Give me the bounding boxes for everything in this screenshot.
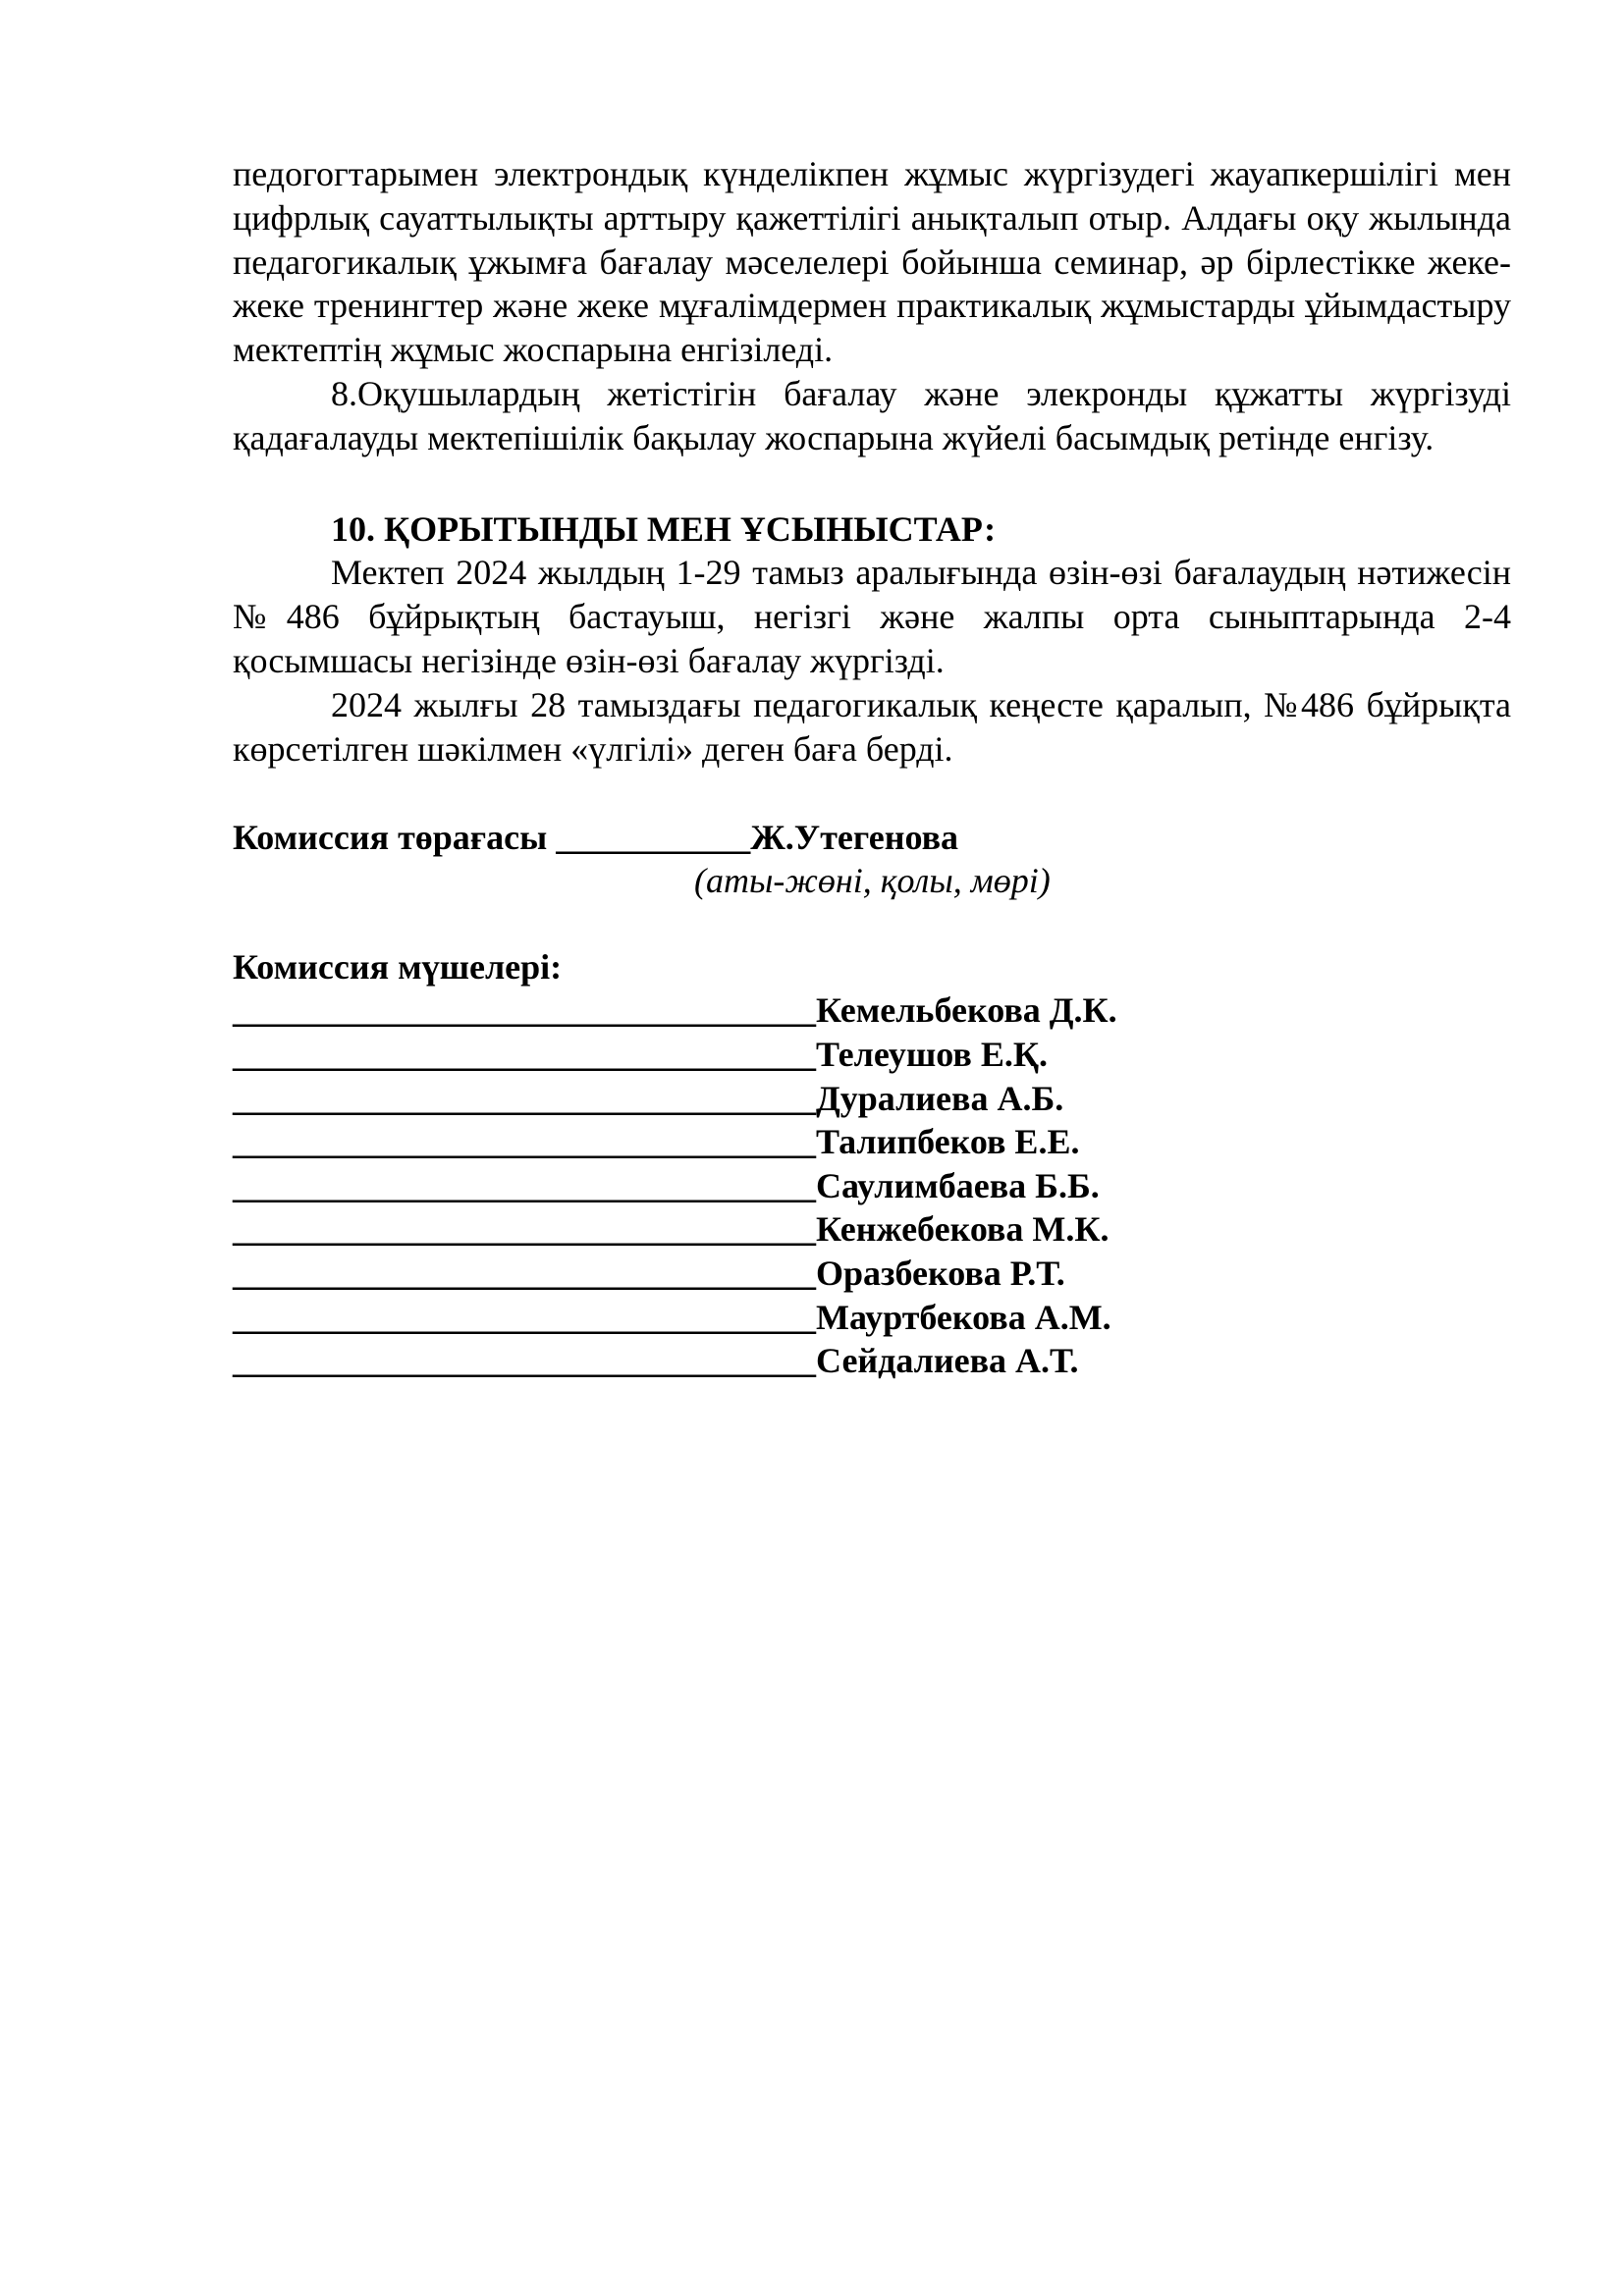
chair-name: Ж.Утегенова	[750, 818, 959, 858]
chair-signature-note: (аты-жөні, қолы, мөрі)	[694, 861, 1051, 901]
document-body	[233, 152, 1511, 1383]
members-title: Комиссия мүшелері:	[233, 947, 563, 988]
member-name: Кенжебекова М.К.	[816, 1209, 1110, 1250]
member-row	[233, 1207, 1511, 1252]
member-row	[233, 1296, 1511, 1340]
member-signature-underline: _________________________________	[233, 1078, 816, 1118]
member-row	[233, 1164, 1511, 1208]
paragraph-continuation: педогогтарымен электрондық күнделікпен жұмыс жүргізудегі жауапкершілігі мен цифрлық сауаттылықты арттыру қажеттілігі анықталып отыр. Алдағы оқу жылында педагогикалық ұжымға бағалау мәселелері бойынша семинар, әр бірлестікке жеке-жеке тренингтер және жеке мұғалімдермен практикалық жұмыстарды ұйымдастыру мектептің жұмыс жоспарына енгізіледі.	[233, 154, 1511, 370]
member-signature-underline: _________________________________	[233, 1122, 816, 1162]
member-row	[233, 1033, 1511, 1077]
member-row	[233, 1252, 1511, 1296]
member-name: Телеушов Е.Қ.	[816, 1034, 1048, 1074]
signature-block	[233, 816, 1511, 1382]
member-name: Оразбекова Р.Т.	[816, 1253, 1065, 1293]
member-name: Кемельбекова Д.К.	[816, 990, 1117, 1031]
member-signature-underline: _________________________________	[233, 990, 816, 1031]
paragraph-conclusion-1: Мектеп 2024 жылдың 1-29 тамыз аралығында өзін-өзі бағалаудың нәтижесін №486 бұйрықтың бастауыш, негізгі және жалпы орта сыныптарында 2-4 қосымшасы негізінде өзін-өзі бағалау жүргізді.	[233, 553, 1511, 680]
member-signature-underline: _________________________________	[233, 1297, 816, 1337]
member-name: Дуралиева А.Б.	[816, 1078, 1064, 1118]
member-row	[233, 1077, 1511, 1121]
member-row	[233, 1339, 1511, 1383]
members-list	[233, 988, 1511, 1382]
member-name: Талипбеков Е.Е.	[816, 1122, 1080, 1162]
section-title: 10. ҚОРЫТЫНДЫ МЕН ҰСЫНЫСТАР:	[331, 508, 997, 549]
chair-signature-line	[233, 816, 1511, 859]
member-signature-underline: _________________________________	[233, 1034, 816, 1074]
member-name: Сейдалиева А.Т.	[816, 1341, 1079, 1381]
member-row	[233, 988, 1511, 1033]
chair-signature-underline: ___________	[556, 818, 751, 858]
member-signature-underline: _________________________________	[233, 1341, 816, 1381]
paragraph-item-8: 8.Оқушылардың жетістігін бағалау және элекронды құжатты жүргізуді қадағалауды мектепішілік бақылау жоспарына жүйелі басымдық ретінде енгізу.	[233, 373, 1511, 457]
chair-label: Комиссия төрағасы	[233, 818, 548, 858]
member-name: Мауртбекова А.М.	[816, 1297, 1111, 1337]
member-signature-underline: _________________________________	[233, 1165, 816, 1205]
member-row	[233, 1120, 1511, 1164]
member-signature-underline: _________________________________	[233, 1209, 816, 1250]
member-signature-underline: _________________________________	[233, 1253, 816, 1293]
paragraph-conclusion-2: 2024 жылғы 28 тамыздағы педагогикалық кеңесте қаралып, №486 бұйрықта көрсетілген шәкілмен «үлгілі» деген баға берді.	[233, 684, 1511, 769]
member-name: Саулимбаева Б.Б.	[816, 1165, 1100, 1205]
